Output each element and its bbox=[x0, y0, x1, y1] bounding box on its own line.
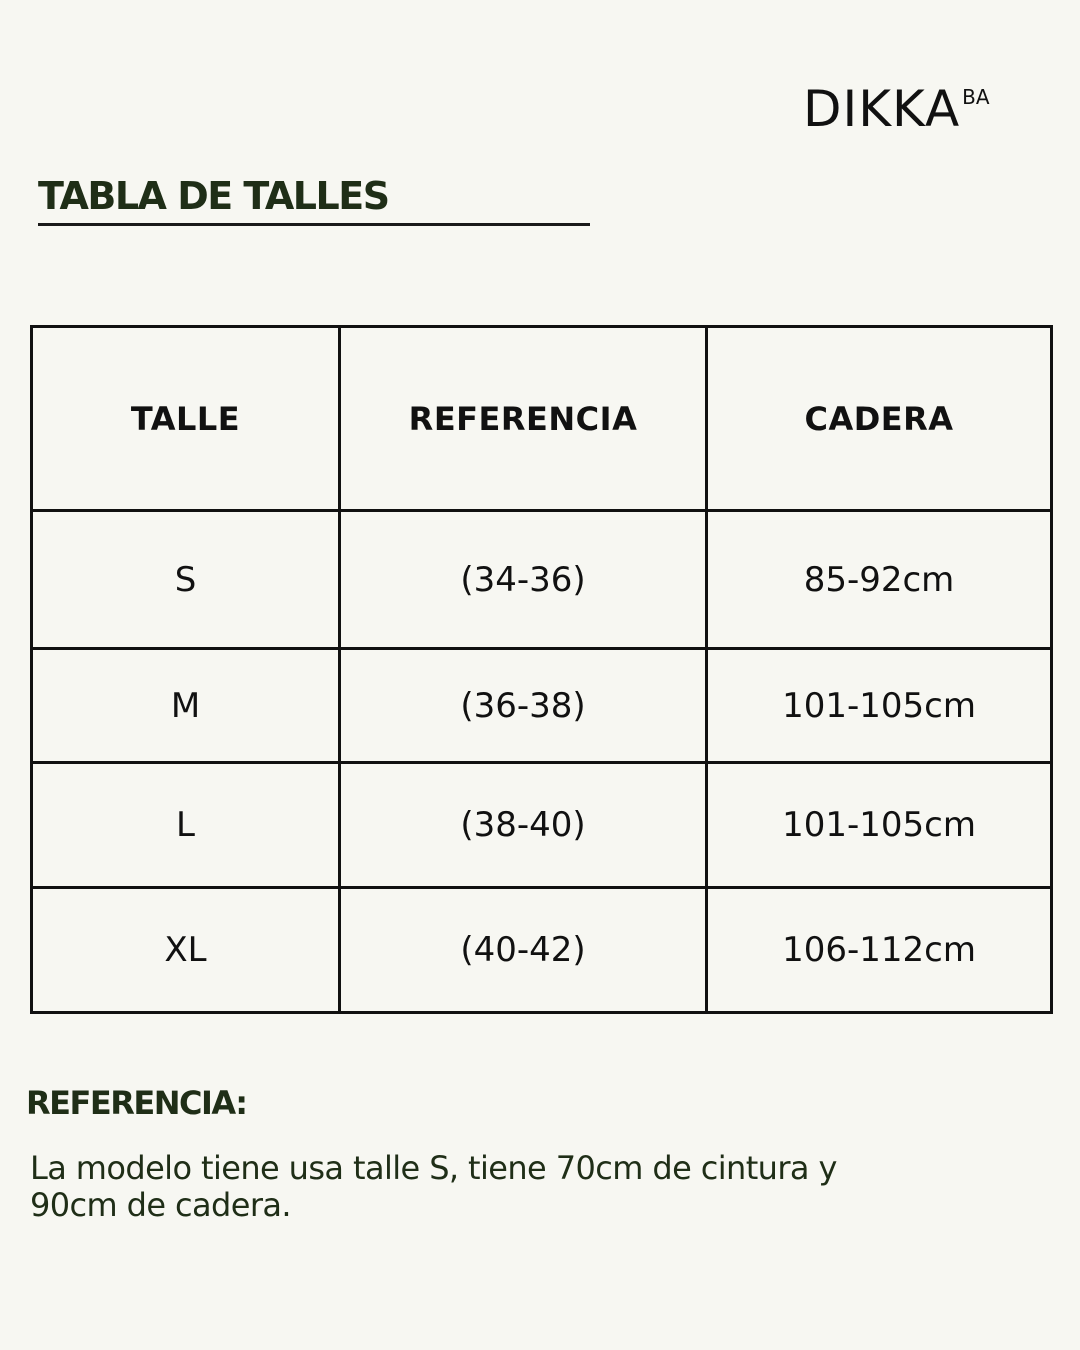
cell-talle: M bbox=[32, 649, 340, 763]
cell-cadera: 101-105cm bbox=[707, 763, 1052, 888]
cell-talle: L bbox=[32, 763, 340, 888]
cell-referencia: (34-36) bbox=[340, 511, 707, 649]
header-cadera: CADERA bbox=[707, 327, 1052, 511]
table-row bbox=[32, 511, 1052, 649]
cell-referencia: (40-42) bbox=[340, 888, 707, 1013]
header-talle: TALLE bbox=[32, 327, 340, 511]
cell-referencia: (36-38) bbox=[340, 649, 707, 763]
cell-talle: S bbox=[32, 511, 340, 649]
brand-suffix: BA bbox=[962, 85, 990, 109]
table-row bbox=[32, 763, 1052, 888]
cell-referencia: (38-40) bbox=[340, 763, 707, 888]
table-header-row bbox=[32, 327, 1052, 511]
cell-cadera: 106-112cm bbox=[707, 888, 1052, 1013]
table-row bbox=[32, 888, 1052, 1013]
cell-cadera: 101-105cm bbox=[707, 649, 1052, 763]
brand-name: DIKKA bbox=[803, 80, 961, 138]
size-table bbox=[30, 325, 1053, 1014]
header-referencia: REFERENCIA bbox=[340, 327, 707, 511]
cell-talle: XL bbox=[32, 888, 340, 1013]
title-underline bbox=[38, 223, 590, 226]
reference-text: La modelo tiene usa talle S, tiene 70cm de cintura y 90cm de cadera. bbox=[30, 1149, 837, 1224]
table-row bbox=[32, 649, 1052, 763]
brand-logo bbox=[803, 80, 990, 138]
page-title: TABLA DE TALLES bbox=[38, 174, 389, 218]
cell-cadera: 85-92cm bbox=[707, 511, 1052, 649]
reference-heading: REFERENCIA: bbox=[26, 1084, 247, 1122]
